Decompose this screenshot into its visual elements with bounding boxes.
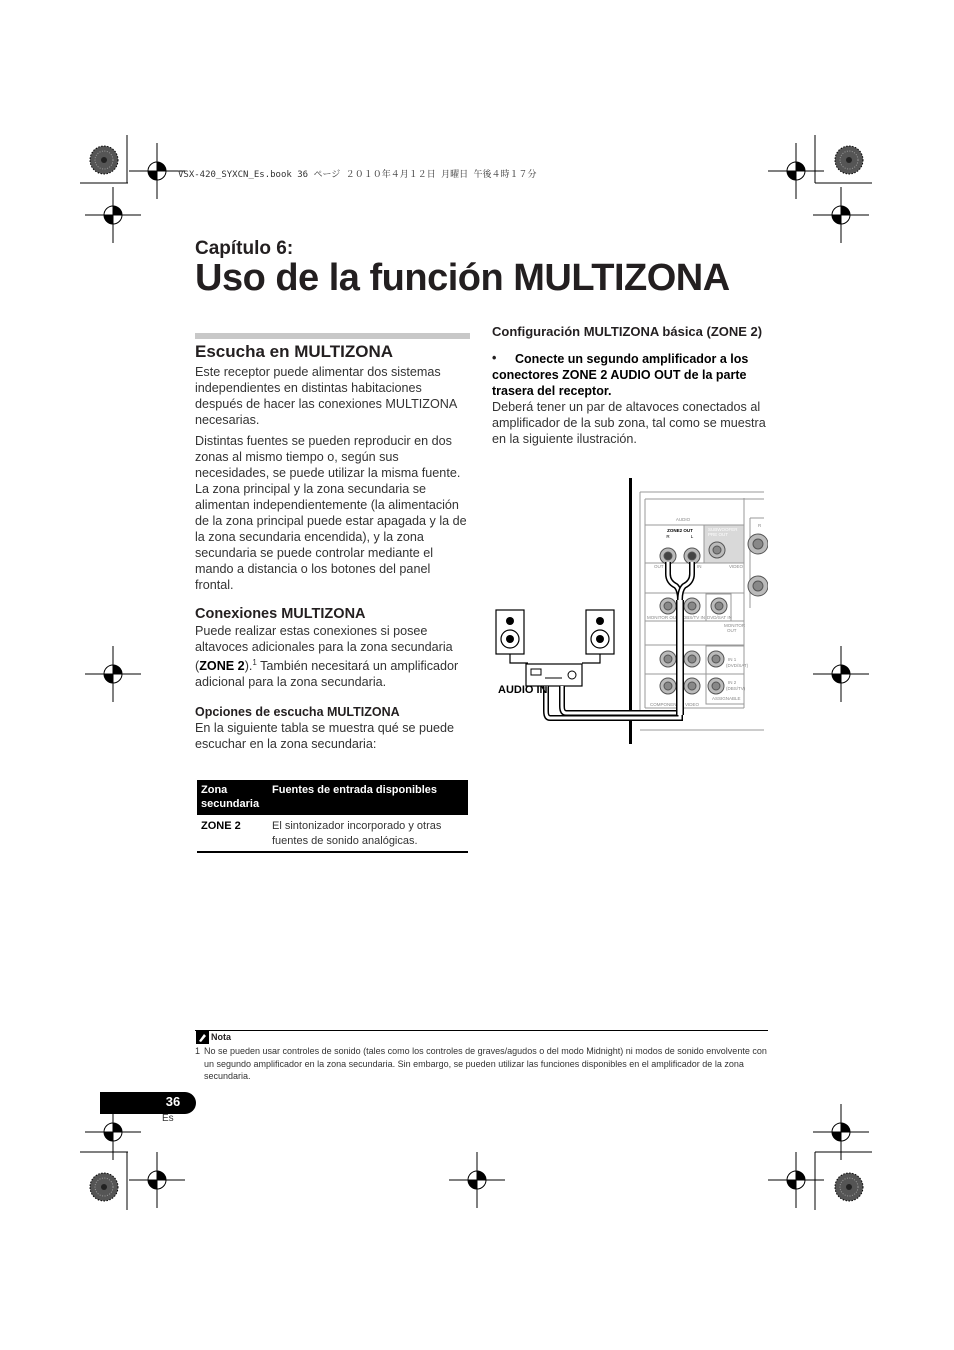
chapter-label: Capítulo 6: — [195, 238, 294, 259]
table-header-zone: Zona secundaria — [201, 784, 260, 810]
audio-in-label: AUDIO IN — [498, 684, 548, 696]
zone2-term: ZONE 2 — [199, 659, 245, 674]
connections-paragraph: Puede realizar estas conexiones si posee altavoces adicionales para la zona secundaria (ZONE 2).$^1$ También necesitará un amplificador adicional para la zona secundaria. — [195, 624, 459, 690]
label-zone2-out: ZONE2 OUT — [667, 528, 693, 533]
section-title: Escucha en MULTIZONA — [195, 342, 394, 361]
table-header-sources: Fuentes de entrada disponibles — [272, 784, 438, 796]
label-video-2: VIDEO — [685, 702, 700, 707]
intro-paragraph-2: Distintas fuentes se pueden reproducir en dos zonas al mismo tiempo o, según sus necesidades, se puede utilizar la misma fuente. La zona principal y la zona secundaria se alimentan independientemente (la alimentación de la zona principal puede estar apagada y la de la zona secundaria encendida), y la zona secundaria se puede controlar mediante el mando a distancia o los botones del panel frontal. — [195, 434, 467, 592]
page-number: 36 — [165, 1094, 181, 1109]
connection-diagram — [490, 478, 768, 746]
page-title: Uso de la función MULTIZONA — [195, 257, 730, 299]
label-subwoofer: SUBWOOFER — [708, 527, 738, 532]
bullet-marker: • — [492, 351, 497, 365]
left-column — [195, 342, 470, 752]
bullet-item — [492, 351, 767, 399]
footnote-ref[interactable]: 1 — [252, 658, 257, 667]
left-speaker — [496, 610, 524, 654]
footnote-rule — [195, 1030, 768, 1031]
label-out: OUT — [654, 564, 664, 569]
table-row — [197, 815, 468, 853]
options-heading: Opciones de escucha MULTIZONA — [195, 705, 400, 720]
right-speaker — [586, 610, 614, 654]
note-icon — [196, 1031, 209, 1044]
label-dvdsat: (DVD/SAT) — [726, 663, 749, 668]
receiver-edge — [629, 478, 632, 744]
sub-zone-amplifier — [526, 664, 582, 686]
label-monitor: MONITOR — [724, 623, 746, 628]
label-pre-out: PRE OUT — [708, 532, 729, 537]
table-header — [197, 780, 468, 815]
label-l: L — [690, 534, 694, 539]
footnote-number: 1 — [195, 1046, 201, 1056]
label-audio: AUDIO — [675, 517, 691, 522]
table-cell-sources: El sintonizador incorporado y otras fuentes de sonido analógicas. — [272, 820, 442, 847]
label-video: VIDEO — [729, 564, 744, 569]
label-monitor-out: MONITOR OUT — [647, 615, 679, 620]
label-dbstv-in: DBS/TV IN — [683, 615, 706, 620]
config-paragraph: Deberá tener un par de altavoces conectados al amplificador de la sub zona, tal como se muestra en la siguiente ilustración. — [492, 400, 766, 446]
label-in: IN — [697, 564, 702, 569]
rear-panel — [640, 492, 764, 730]
footnote-text — [195, 1045, 767, 1083]
bullet-text: Conecte un segundo amplificador a los conectores ZONE 2 AUDIO OUT de la parte trasera del receptor. — [492, 352, 749, 398]
label-r: R — [666, 534, 670, 539]
label-component: COMPONENT — [650, 702, 680, 707]
label-r-edge: R — [758, 523, 762, 528]
section-bar — [195, 333, 470, 339]
label-monitor-out-2: OUT — [727, 628, 737, 633]
label-dvdsat-in: DVD/SAT IN — [707, 615, 732, 620]
zone-table — [197, 780, 468, 853]
label-in2: IN 2 — [728, 680, 737, 685]
config-heading: Configuración MULTIZONA básica (ZONE 2) — [492, 324, 763, 339]
label-assignable: ASSIGNABLE — [712, 696, 741, 701]
page-language: Es — [162, 1113, 174, 1124]
connections-heading: Conexiones MULTIZONA — [195, 606, 366, 622]
right-column — [492, 323, 767, 447]
rca-cable — [546, 562, 692, 718]
label-dbstv: (DBS/TV) — [726, 686, 746, 691]
footnote-body: No se pueden usar controles de sonido (tales como los controles de graves/agudos o del modo Midnight) ni modos de sonido envolvente con un segundo amplificador en la zona secundaria. Sin embargo, se pueden utilizar las funciones disponibles en el amplificador de la zona secundaria. — [204, 1046, 767, 1081]
intro-paragraph-1: Este receptor puede alimentar dos sistemas independientes en distintas habitaciones después de hacer las conexiones MULTIZONA necesarias. — [195, 365, 457, 427]
label-in1: IN 1 — [728, 657, 737, 662]
table-cell-zone: ZONE 2 — [201, 820, 241, 832]
options-paragraph: En la siguiente tabla se muestra qué se puede escuchar en la zona secundaria: — [195, 721, 455, 752]
print-header-line: VSX-420_SYXCN_Es.book 36 ページ ２０１０年４月１２日 月曜日 午後４時１７分 — [178, 170, 537, 180]
note-label: Nota — [211, 1032, 231, 1042]
